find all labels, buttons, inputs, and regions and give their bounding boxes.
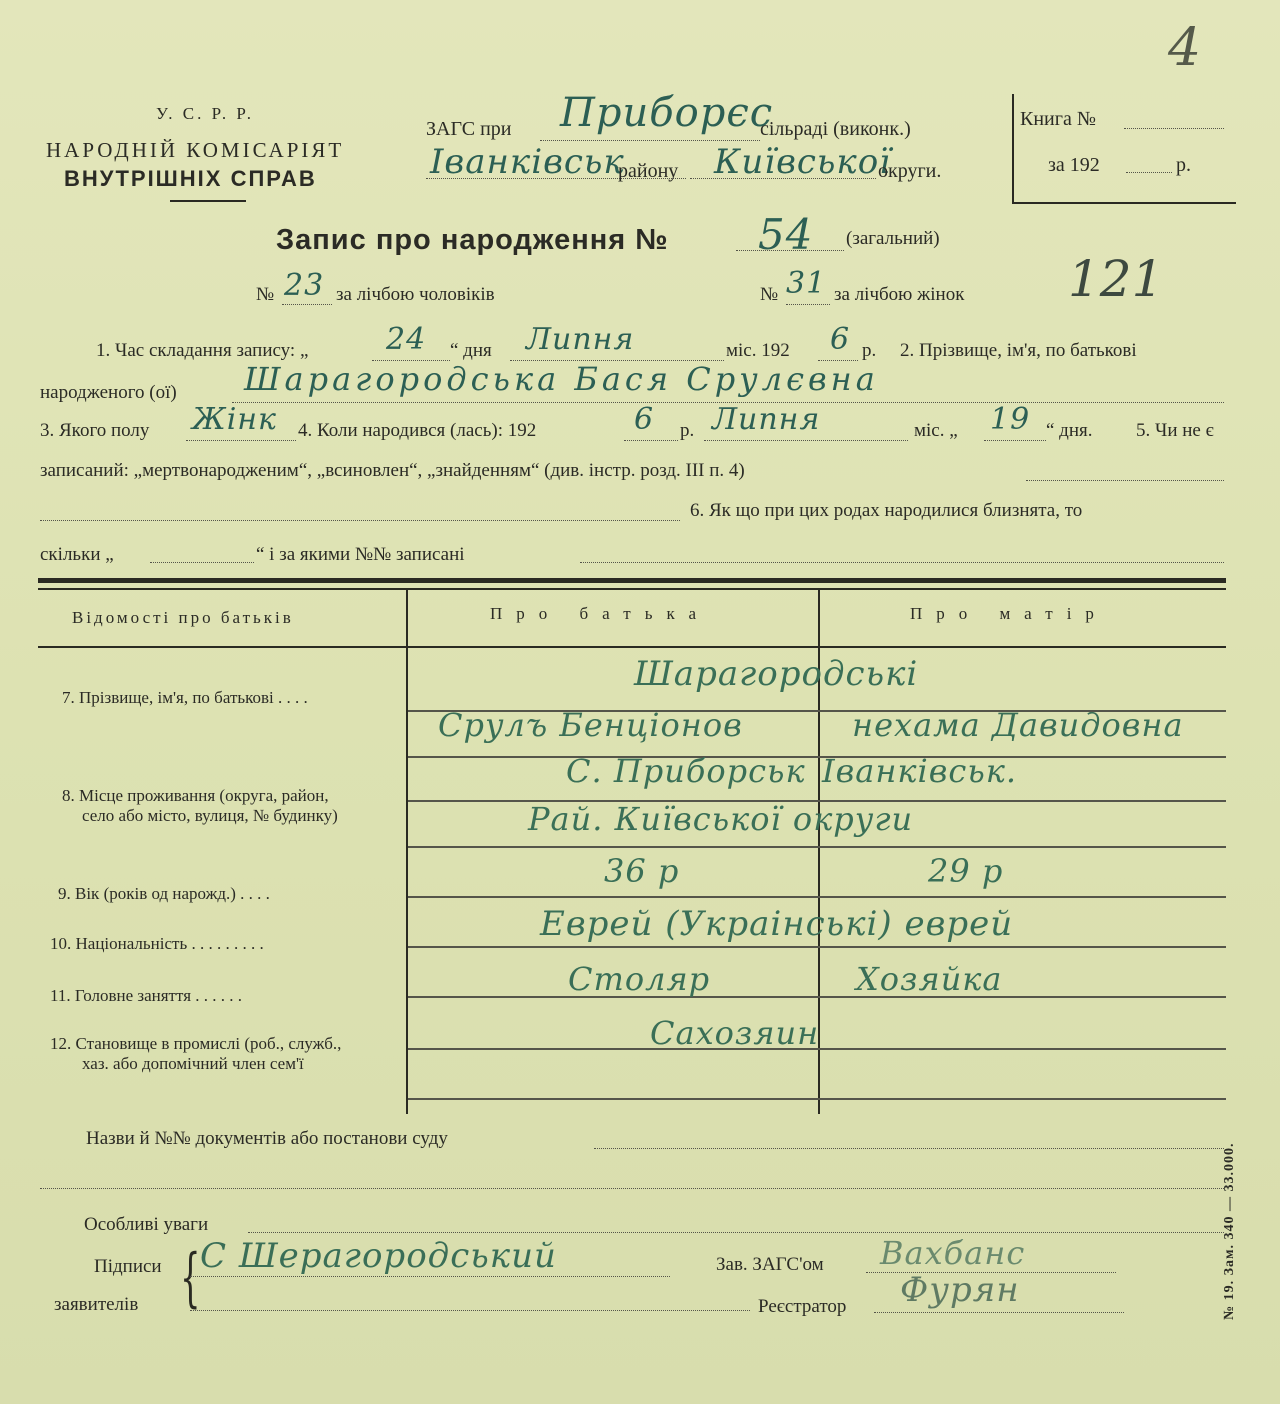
printer-note: № 19. Зам. 340 — 33.000. [1222,1142,1237,1320]
f6-label2a: скільки „ [40,544,114,565]
documents-line-2 [40,1188,1224,1189]
notes-line [248,1232,1224,1233]
registrar-sign-line [874,1312,1124,1313]
f1-day-value: 24 [386,322,427,357]
f4-day-label: “ дня. [1046,420,1093,441]
table-row-line [408,996,1226,998]
f6-count-line [150,562,254,563]
f6-label: 6. Як що при цих родах народилися близнята, то [690,500,1083,521]
f4-month-label: міс. „ [914,420,958,441]
f3-sex-value: Жінк [192,402,277,437]
signature-line-1 [190,1276,670,1277]
father-age-value: 36 р [604,852,680,890]
table-row-label: хаз. або допомічний член сем'ї [82,1054,304,1073]
f6-label2b: “ і за якими №№ записані [256,544,465,565]
male-number-line [282,304,332,305]
table-header-father: Про батька [490,604,711,623]
f5-label: 5. Чи не є [1136,420,1214,441]
f4-day-line [984,440,1046,441]
registrar-label: Реєстратор [758,1296,847,1317]
f5-line [1026,480,1224,481]
mother-name-value: нехама Давидовна [852,706,1184,744]
female-number-label: за лічбою жінок [834,284,965,305]
zags-district-value: Іванківськ [430,142,625,182]
place-line2-value: Рай. Київської округи [528,800,914,838]
table-row-label: 8. Місце проживання (округа, район, [62,786,329,805]
male-number-value: 23 [284,268,325,303]
header-underline [170,200,246,202]
head-label: Зав. ЗАГС'ом [716,1254,824,1275]
signatures-label-1: Підписи [94,1256,162,1277]
table-header-rule [38,646,1226,648]
f3-label: 3. Якого полу [40,420,150,441]
f4-month-value: Липня [712,402,821,437]
table-row-label: 12. Становище в промислі (роб., служб., [50,1034,342,1053]
f1-label: 1. Час складання запису: „ [96,340,309,361]
table-top-rule [38,578,1226,583]
book-year-line [1126,172,1172,173]
zags-label-prefix: ЗАГС при [426,118,512,140]
f2-label: 2. Прізвище, ім'я, по батькові [900,340,1137,361]
table-row-line [408,846,1226,848]
female-number-line [786,304,830,305]
f4-year-value: 6 [634,402,655,437]
table-row-line [408,1098,1226,1100]
mother-occupation-value: Хозяйка [856,960,1003,998]
signature-line-2 [190,1310,750,1311]
father-place-line1: С. Приборськ [566,752,806,790]
f5-label2: записаний: „мертвонародженим“, „всиновлен“, „знайденням“ (див. інстр. розд. III п. 4) [40,460,745,481]
nationality-value: Еврей (Украінські) еврей [540,904,1014,944]
f1-month-label: міс. 192 [726,340,790,361]
father-occupation-value: Столяр [568,960,711,998]
table-row-label: 7. Прізвище, ім'я, по батькові . . . . [62,688,308,707]
table-header-mother: Про матір [910,604,1108,623]
table-row-label: 10. Національність . . . . . . . . . [50,934,264,953]
f6-numbers-line [580,562,1224,563]
f6-blank-line [40,520,680,521]
record-title: Запис про народження № [276,224,669,256]
f3-sex-line [186,440,296,441]
signatures-brace: { [180,1241,201,1315]
f1-year-suffix: р. [862,340,877,361]
f4-year-line [624,440,678,441]
f4-day-value: 19 [990,402,1031,437]
record-number-value: 54 [758,210,814,259]
mother-age-value: 29 р [928,852,1004,890]
commissariat-line1: НАРОДНІЙ КОМІСАРІЯТ [46,138,345,162]
table-divider-1 [406,588,408,1114]
documents-line [594,1148,1224,1149]
father-status-value: Сахозяин [650,1014,820,1052]
registrar-signature: Фурян [900,1270,1020,1310]
table-row-line [408,896,1226,898]
parents-surname-value: Шарагородські [634,654,919,694]
mother-place-line1: Іванківськ. [822,752,1018,790]
table-row-label: 9. Вік (років од нарожд.) . . . . [58,884,270,903]
zags-village-value: Приборєс [560,90,774,136]
corner-page-mark: 4 [1168,18,1202,78]
book-number-line [1124,128,1224,129]
book-year-suffix: р. [1176,154,1191,176]
father-name-value: Срулъ Бенціонов [438,706,743,744]
f4-month-line [704,440,908,441]
signatures-label-2: заявителів [54,1294,139,1315]
documents-label: Назви й №№ документів або постанови суду [86,1128,448,1149]
f1-month-value: Липня [526,322,635,357]
notes-label: Особливі уваги [84,1214,209,1235]
female-number-value: 31 [786,266,827,301]
zags-village-line [540,140,760,141]
f4-year-suffix: р. [680,420,695,441]
f4-label: 4. Коли народився (лась): 192 [298,420,537,441]
head-signature: Вахбанс [880,1234,1026,1272]
book-label: Книга № [1020,108,1096,130]
record-general-label: (загальний) [846,228,940,249]
male-number-label: за лічбою чоловіків [336,284,495,305]
zags-label-district: району [618,160,679,182]
zags-label-village: сільраді (виконк.) [760,118,911,140]
commissariat-line2: ВНУТРІШНІХ СПРАВ [64,166,317,191]
table-row-line [408,756,1226,758]
republic-label: У. С. Р. Р. [156,104,255,123]
female-number-prefix: № [760,284,779,305]
table-top-thin-rule [38,588,1226,590]
zags-label-okruga: округи. [878,160,942,182]
margin-number: 121 [1068,250,1164,308]
table-row-label: 11. Головне заняття . . . . . . [50,986,243,1005]
applicant-signature: С Шерагородський [200,1236,557,1276]
table-row-label: село або місто, вулиця, № будинку) [82,806,338,825]
f2-name-value: Шарагородська Бася Срулєвна [244,360,879,398]
table-row-line [408,946,1226,948]
book-year-label: за 192 [1048,154,1100,176]
f2-label2: народженого (ої) [40,382,177,403]
f1-year-value: 6 [830,322,851,357]
table-header-info: Відомості про батьків [72,608,294,627]
f1-day-label: “ дня [450,340,492,361]
zags-okruga-value: Київської [714,142,892,182]
male-number-prefix: № [256,284,275,305]
